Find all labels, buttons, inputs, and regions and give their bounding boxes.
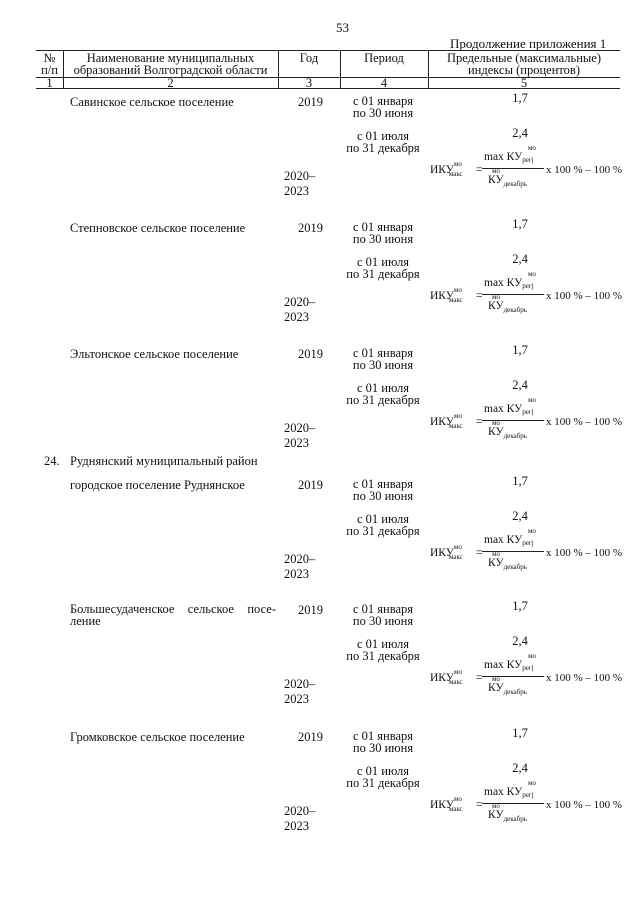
period-second-half: с 01 июля по 31 декабря [346,129,420,155]
year-2019: 2019 [298,603,323,617]
header-num-4: 4 [380,76,388,90]
year-range: 2020–2023 [284,295,316,324]
header-col3: Год [299,51,319,65]
period-second-half: с 01 июля по 31 декабря [346,764,420,790]
header-num-2: 2 [167,76,174,90]
index-formula: $ИКУ^{мо}_{макс}$ = max КУpeгj мо мо $КУ_{декабрь}$ х 100 % – 100 % [430,652,623,696]
index-value-second-half: 2,4 [512,378,528,392]
header-num-3: 3 [305,76,313,90]
index-formula: $ИКУ^{мо}_{макс}$ = max КУpeгj мо мо $КУ_{декабрь}$ х 100 % – 100 % [430,396,623,440]
year-range: 2020–2023 [284,677,316,706]
district-name: Руднянский муниципальный район [70,454,258,468]
period-first-half: с 01 января по 30 июня [352,477,414,503]
year-2019: 2019 [298,95,323,109]
year-range: 2020–2023 [284,552,316,581]
header-col4: Период [364,51,404,65]
index-value-second-half: 2,4 [512,761,528,775]
header-num-5: 5 [520,76,528,90]
year-range: 2020–2023 [284,169,316,198]
year-2019: 2019 [298,730,323,744]
entity-name: Большесудаченское сельское посе- ление [70,602,276,628]
index-value-first-half: 1,7 [512,217,528,231]
index-formula: $ИКУ^{мо}_{макс}$ = max КУpeгj мо мо $КУ_{декабрь}$ х 100 % – 100 % [430,144,623,188]
entity-name: Степновское сельское поселение [70,221,246,235]
index-formula: $ИКУ^{мо}_{макс}$ = max КУpeгj мо мо $КУ_{декабрь}$ х 100 % – 100 % [430,270,623,314]
period-second-half: с 01 июля по 31 декабря [346,637,420,663]
continuation-note: Продолжение приложения 1 [450,36,607,51]
index-value-first-half: 1,7 [512,726,528,740]
year-2019: 2019 [298,347,323,361]
index-value-first-half: 1,7 [512,599,528,613]
header-col5: Предельные (максимальные) индексы (процентов) [446,51,602,77]
year-range: 2020–2023 [284,421,316,450]
year-2019: 2019 [298,478,323,492]
period-second-half: с 01 июля по 31 декабря [346,255,420,281]
index-formula: $ИКУ^{мо}_{макс}$ = max КУpeгj мо мо $КУ_{декабрь}$ х 100 % – 100 % [430,779,623,823]
period-first-half: с 01 января по 30 июня [352,346,414,372]
header-num-1: 1 [46,76,53,90]
entity-name: городское поселение Руднянское [70,478,245,492]
year-2019: 2019 [298,221,323,235]
index-value-second-half: 2,4 [512,252,528,266]
district-number: 24. [44,454,60,468]
header-col1: № п/п [41,51,58,77]
entity-name: Эльтонское сельское поселение [70,347,239,361]
page-number: 53 [336,20,349,35]
index-value-second-half: 2,4 [512,634,528,648]
period-first-half: с 01 января по 30 июня [352,94,414,120]
index-value-first-half: 1,7 [512,343,528,357]
entity-name: Громковское сельское поселение [70,730,245,744]
entity-name: Савинское сельское поселение [70,95,234,109]
period-first-half: с 01 января по 30 июня [352,220,414,246]
index-value-first-half: 1,7 [512,474,528,488]
period-second-half: с 01 июля по 31 декабря [346,512,420,538]
period-first-half: с 01 января по 30 июня [352,729,414,755]
period-first-half: с 01 января по 30 июня [352,602,414,628]
period-second-half: с 01 июля по 31 декабря [346,381,420,407]
year-range: 2020–2023 [284,804,316,833]
header-col2: Наименование муниципальных образований Волгоградской области [73,51,268,77]
index-value-second-half: 2,4 [512,126,528,140]
index-value-second-half: 2,4 [512,509,528,523]
index-formula: $ИКУ^{мо}_{макс}$ = max КУpeгj мо мо $КУ_{декабрь}$ х 100 % – 100 % [430,527,623,571]
index-value-first-half: 1,7 [512,91,528,105]
